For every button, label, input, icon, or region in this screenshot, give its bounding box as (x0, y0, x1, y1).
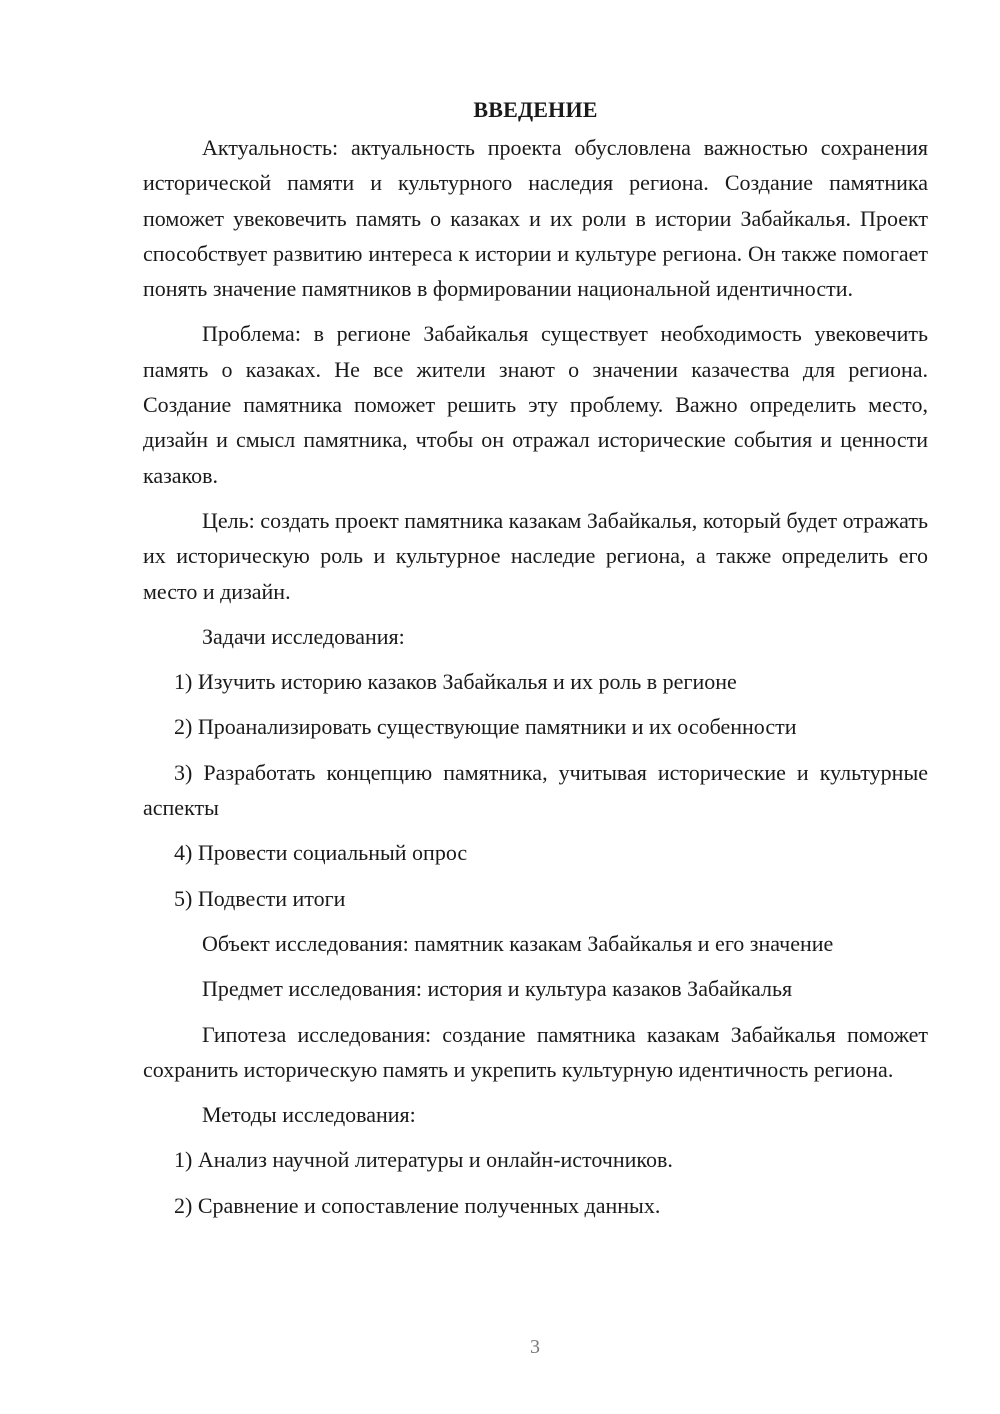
tasks-heading: Задачи исследования: (202, 623, 405, 649)
task-item: 3) Разработать концепцию памятника, учитывая исторические и культурные аспекты (143, 759, 928, 821)
page-number: 3 (530, 1336, 540, 1358)
methods-heading: Методы исследования: (202, 1102, 416, 1128)
paragraph-subject: Предмет исследования: история и культура казаков Забайкалья (202, 976, 793, 1002)
task-item: 4) Провести социальный опрос (174, 840, 468, 866)
paragraph-goal: Цель: создать проект памятника казакам Забайкалья, который будет отражать их историческую роль и культурное наследие региона, а также определить его место и дизайн. (143, 507, 928, 604)
paragraph-relevance: Актуальность: актуальность проекта обусловлена важностью сохранения исторической памяти и культурного наследия региона. Создание памятника поможет увековечить память о казаках и их роли в истории Забайкалья. Проект способствует развитию интереса к истории и культуре региона. Он также помогает понять значение памятников в формировании национальной идентичности. (143, 135, 928, 302)
method-item: 1) Анализ научной литературы и онлайн-источников. (174, 1147, 673, 1173)
task-item: 5) Подвести итоги (174, 885, 346, 911)
page-title: ВВЕДЕНИЕ (473, 97, 598, 122)
task-item: 1) Изучить историю казаков Забайкалья и их роль в регионе (174, 669, 737, 695)
task-item: 2) Проанализировать существующие памятники и их особенности (174, 714, 797, 740)
paragraph-problem: Проблема: в регионе Забайкалья существует необходимость увековечить память о казаках. Не все жители знают о значении казачества для региона. Создание памятника поможет решить эту проблему. Важно определить место, дизайн и смысл памятника, чтобы он отражал исторические события и ценности казаков. (143, 321, 928, 488)
paragraph-object: Объект исследования: памятник казакам Забайкалья и его значение (202, 930, 834, 956)
method-item: 2) Сравнение и сопоставление полученных данных. (174, 1192, 661, 1218)
document-page (143, 92, 928, 1223)
paragraph-hypothesis: Гипотеза исследования: создание памятника казакам Забайкалья поможет сохранить историческую память и укрепить культурную идентичность региона. (143, 1021, 928, 1082)
